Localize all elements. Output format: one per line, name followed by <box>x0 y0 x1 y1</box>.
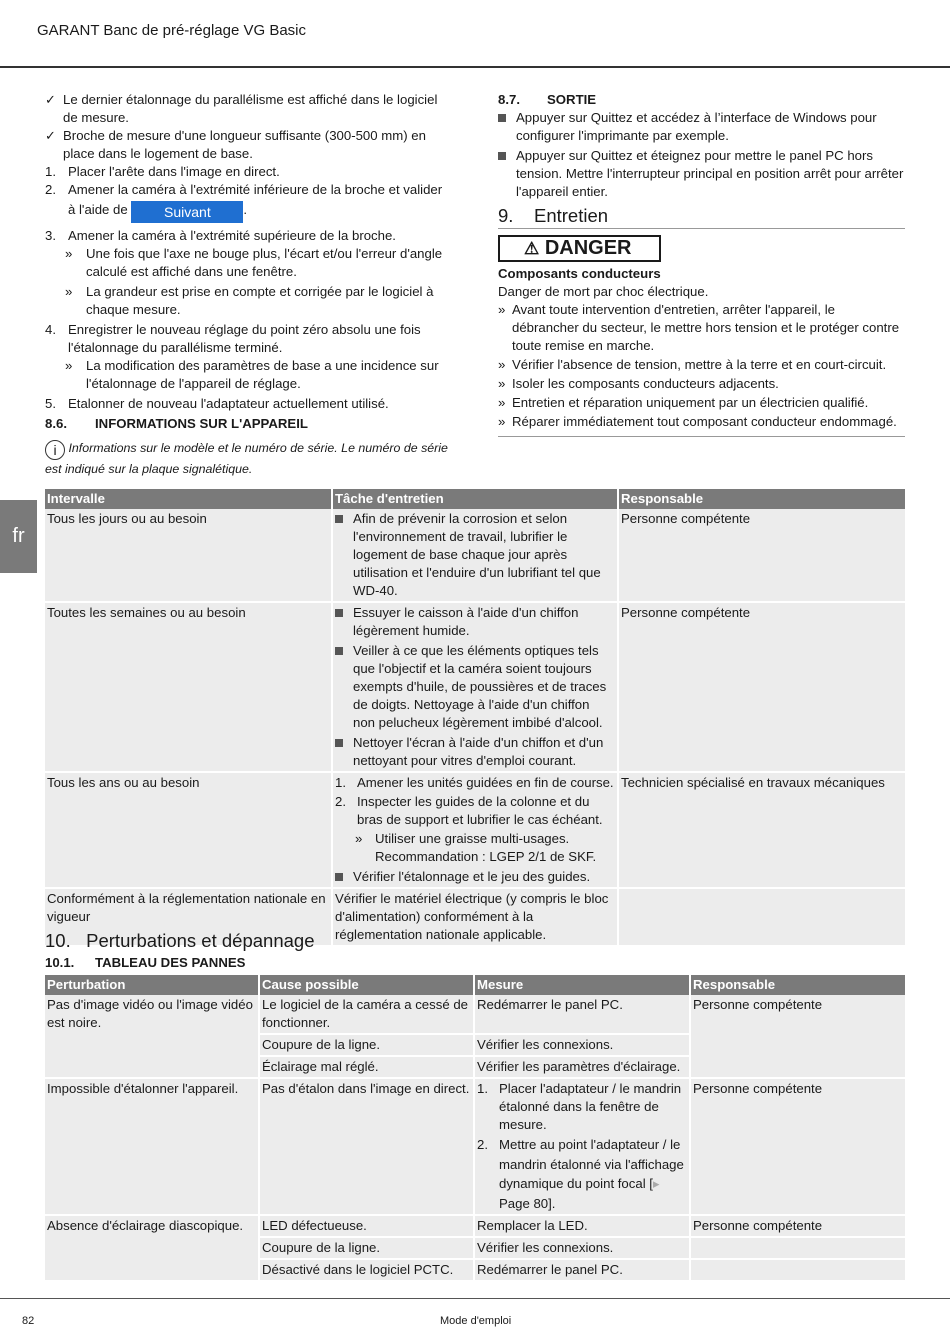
right-column <box>498 91 905 437</box>
step-item-cont: à l'aide de Suivant . <box>45 201 450 227</box>
step-item: 5. Etalonner de nouveau l'adaptateur actuellement utilisé. <box>45 396 389 411</box>
bullet-item: Appuyer sur Quittez et accédez à l’interface de Windows pour configurer l'imprimante par exemple. <box>498 109 905 145</box>
danger-item: » Vérifier l'absence de tension, mettre à la terre et en court-circuit. <box>498 357 887 372</box>
step-item: 3. Amener la caméra à l'extrémité supérieure de la broche. <box>45 228 396 243</box>
info-icon: i <box>45 440 65 460</box>
square-bullet-icon <box>498 152 506 160</box>
table-header-row: Perturbation Cause possible Mesure Responsable <box>45 975 905 995</box>
footer-rule <box>0 1298 950 1299</box>
danger-text: Danger de mort par choc électrique. <box>498 284 709 299</box>
table-row: Conformément à la réglementation nationale en vigueur Vérifier le matériel électrique (y compris le bloc d'alimentation) conformément à la réglementation nationale applicable. <box>45 888 905 946</box>
divider <box>498 228 905 229</box>
section-heading-10: 10. Perturbations et dépannage <box>45 930 315 951</box>
square-bullet-icon <box>335 873 343 881</box>
danger-item: » Avant toute intervention d'entretien, arrêter l'appareil, le débrancher du secteur, le mettre hors tension et le protéger contre toute remise en marche. <box>498 302 900 353</box>
square-bullet-icon <box>498 114 506 122</box>
left-column <box>45 91 450 478</box>
sub-item: » Une fois que l'axe ne bouge plus, l'écart et/ou l'erreur d'angle calculé est affiché dans une fenêtre. <box>65 246 443 279</box>
table-row: Coupure de la ligne. Vérifier les connexions. <box>45 1034 905 1056</box>
section-heading-9: 9. Entretien <box>498 205 609 226</box>
suivant-button[interactable]: Suivant <box>131 201 243 223</box>
divider <box>498 436 905 437</box>
page-reference-link[interactable]: Page 80]. <box>499 1195 556 1211</box>
table-row: Toutes les semaines ou au besoin Essuyer le caisson à l'aide d'un chiffon légèrement humide. Veiller à ce que les éléments optiques tels que l'objectif et la caméra soient toujours exempts d'huile, de poussières et de traces de doigts. Nettoyage à l'aide d'un chiffon non pelucheux légèrement imbibé d'alcool. Nettoyer l'écran à l'aide d'un chiffon et d'un nettoyant pour vitres d'emploi courant. Personne compétente <box>45 602 905 772</box>
maintenance-table <box>45 489 905 947</box>
square-bullet-icon <box>335 515 343 523</box>
table-row: Impossible d'étalonner l'appareil. Pas d'étalon dans l'image en direct. 1. Placer l'adaptateur / le mandrin étalonné dans la fenêtre de mesure. 2. Mettre au point l'adaptateur / le mandrin étalonné via l'affichage dynamique du point focal [▸ Page 80]. Personne compétente <box>45 1078 905 1215</box>
section-heading-8-7: 8.7. SORTIE <box>498 92 597 107</box>
check-item: ✓ Broche de mesure d'une longueur suffisante (300-500 mm) en place dans le logement de base. <box>45 128 426 161</box>
check-item: ✓ Le dernier étalonnage du parallélisme est affiché dans le logiciel de mesure. <box>45 92 438 125</box>
danger-item: » Entretien et réparation uniquement par un électricien qualifié. <box>498 395 869 410</box>
language-tab: fr <box>0 500 37 573</box>
section-heading-10-1: 10.1. TABLEAU DES PANNES <box>45 955 246 970</box>
table-row: Désactivé dans le logiciel PCTC. Redémarrer le panel PC. <box>45 1259 905 1281</box>
danger-item: » Réparer immédiatement tout composant conducteur endommagé. <box>498 414 897 429</box>
danger-label: ⚠ DANGER <box>498 235 905 262</box>
square-bullet-icon <box>335 647 343 655</box>
footer-doc-title: Mode d'emploi <box>440 1315 512 1327</box>
square-bullet-icon <box>335 609 343 617</box>
info-note: i Informations sur le modèle et le numéro de série. Le numéro de série est indiqué sur la plaque signalétique. <box>45 441 448 476</box>
document-header: GARANT Banc de pré-réglage VG Basic <box>37 22 307 39</box>
danger-subtitle: Composants conducteurs <box>498 266 661 281</box>
table-row: Pas d'image vidéo ou l'image vidéo est noire. Le logiciel de la caméra a cessé de fonctionner. Redémarrer le panel PC. Personne compétente <box>45 995 905 1034</box>
check-icon: ✓ <box>45 92 57 107</box>
section-heading-8-6: 8.6. INFORMATIONS SUR L'APPAREIL <box>45 416 308 431</box>
header-rule <box>0 66 950 68</box>
table-row: Tous les ans ou au besoin 1. Amener les unités guidées en fin de course. 2. Inspecter les guides de la colonne et du bras de support et lubrifier le cas échéant. » Utiliser une graisse multi-usages. Recommandation : LGEP 2/1 de SKF. Vérifier l'étalonnage et le jeu des guides. Technicien spécialisé en travaux mécaniques <box>45 772 905 888</box>
step-item: 4. Enregistrer le nouveau réglage du point zéro absolu une fois l'étalonnage du parallélisme terminé. <box>45 322 421 355</box>
step-item: 1. Placer l'arête dans l'image en direct. <box>45 164 280 179</box>
table-row: Tous les jours ou au besoin Afin de prévenir la corrosion et selon l'environnement de travail, lubrifier le logement de base chaque jour après utilisation et l'enduire d'un lubrifiant tel que WD-40. Personne compétente <box>45 509 905 602</box>
sub-item: » La grandeur est prise en compte et corrigée par le logiciel à chaque mesure. <box>65 284 434 317</box>
link-arrow-icon: ▸ <box>652 1176 660 1191</box>
bullet-item: Appuyer sur Quittez et éteignez pour mettre le panel PC hors tension. Mettre l'interrupteur principal en position arrêt pour arrêter l'appareil entier. <box>498 147 905 201</box>
warning-triangle-icon: ⚠ <box>524 239 540 258</box>
table-header-row: Intervalle Tâche d'entretien Responsable <box>45 489 905 509</box>
fault-table <box>45 975 905 1282</box>
sub-item: » La modification des paramètres de base a une incidence sur l'étalonnage de l'appareil de réglage. <box>65 358 439 391</box>
danger-item: » Isoler les composants conducteurs adjacents. <box>498 376 779 391</box>
table-row: Coupure de la ligne. Vérifier les connexions. <box>45 1237 905 1259</box>
step-item: 2. Amener la caméra à l'extrémité inférieure de la broche et valider <box>45 182 443 197</box>
square-bullet-icon <box>335 739 343 747</box>
check-icon: ✓ <box>45 128 57 143</box>
page-number: 82 <box>22 1315 35 1327</box>
table-row: Éclairage mal réglé. Vérifier les paramètres d'éclairage. <box>45 1056 905 1078</box>
table-row: Absence d'éclairage diascopique. LED défectueuse. Remplacer la LED. Personne compétente <box>45 1215 905 1237</box>
